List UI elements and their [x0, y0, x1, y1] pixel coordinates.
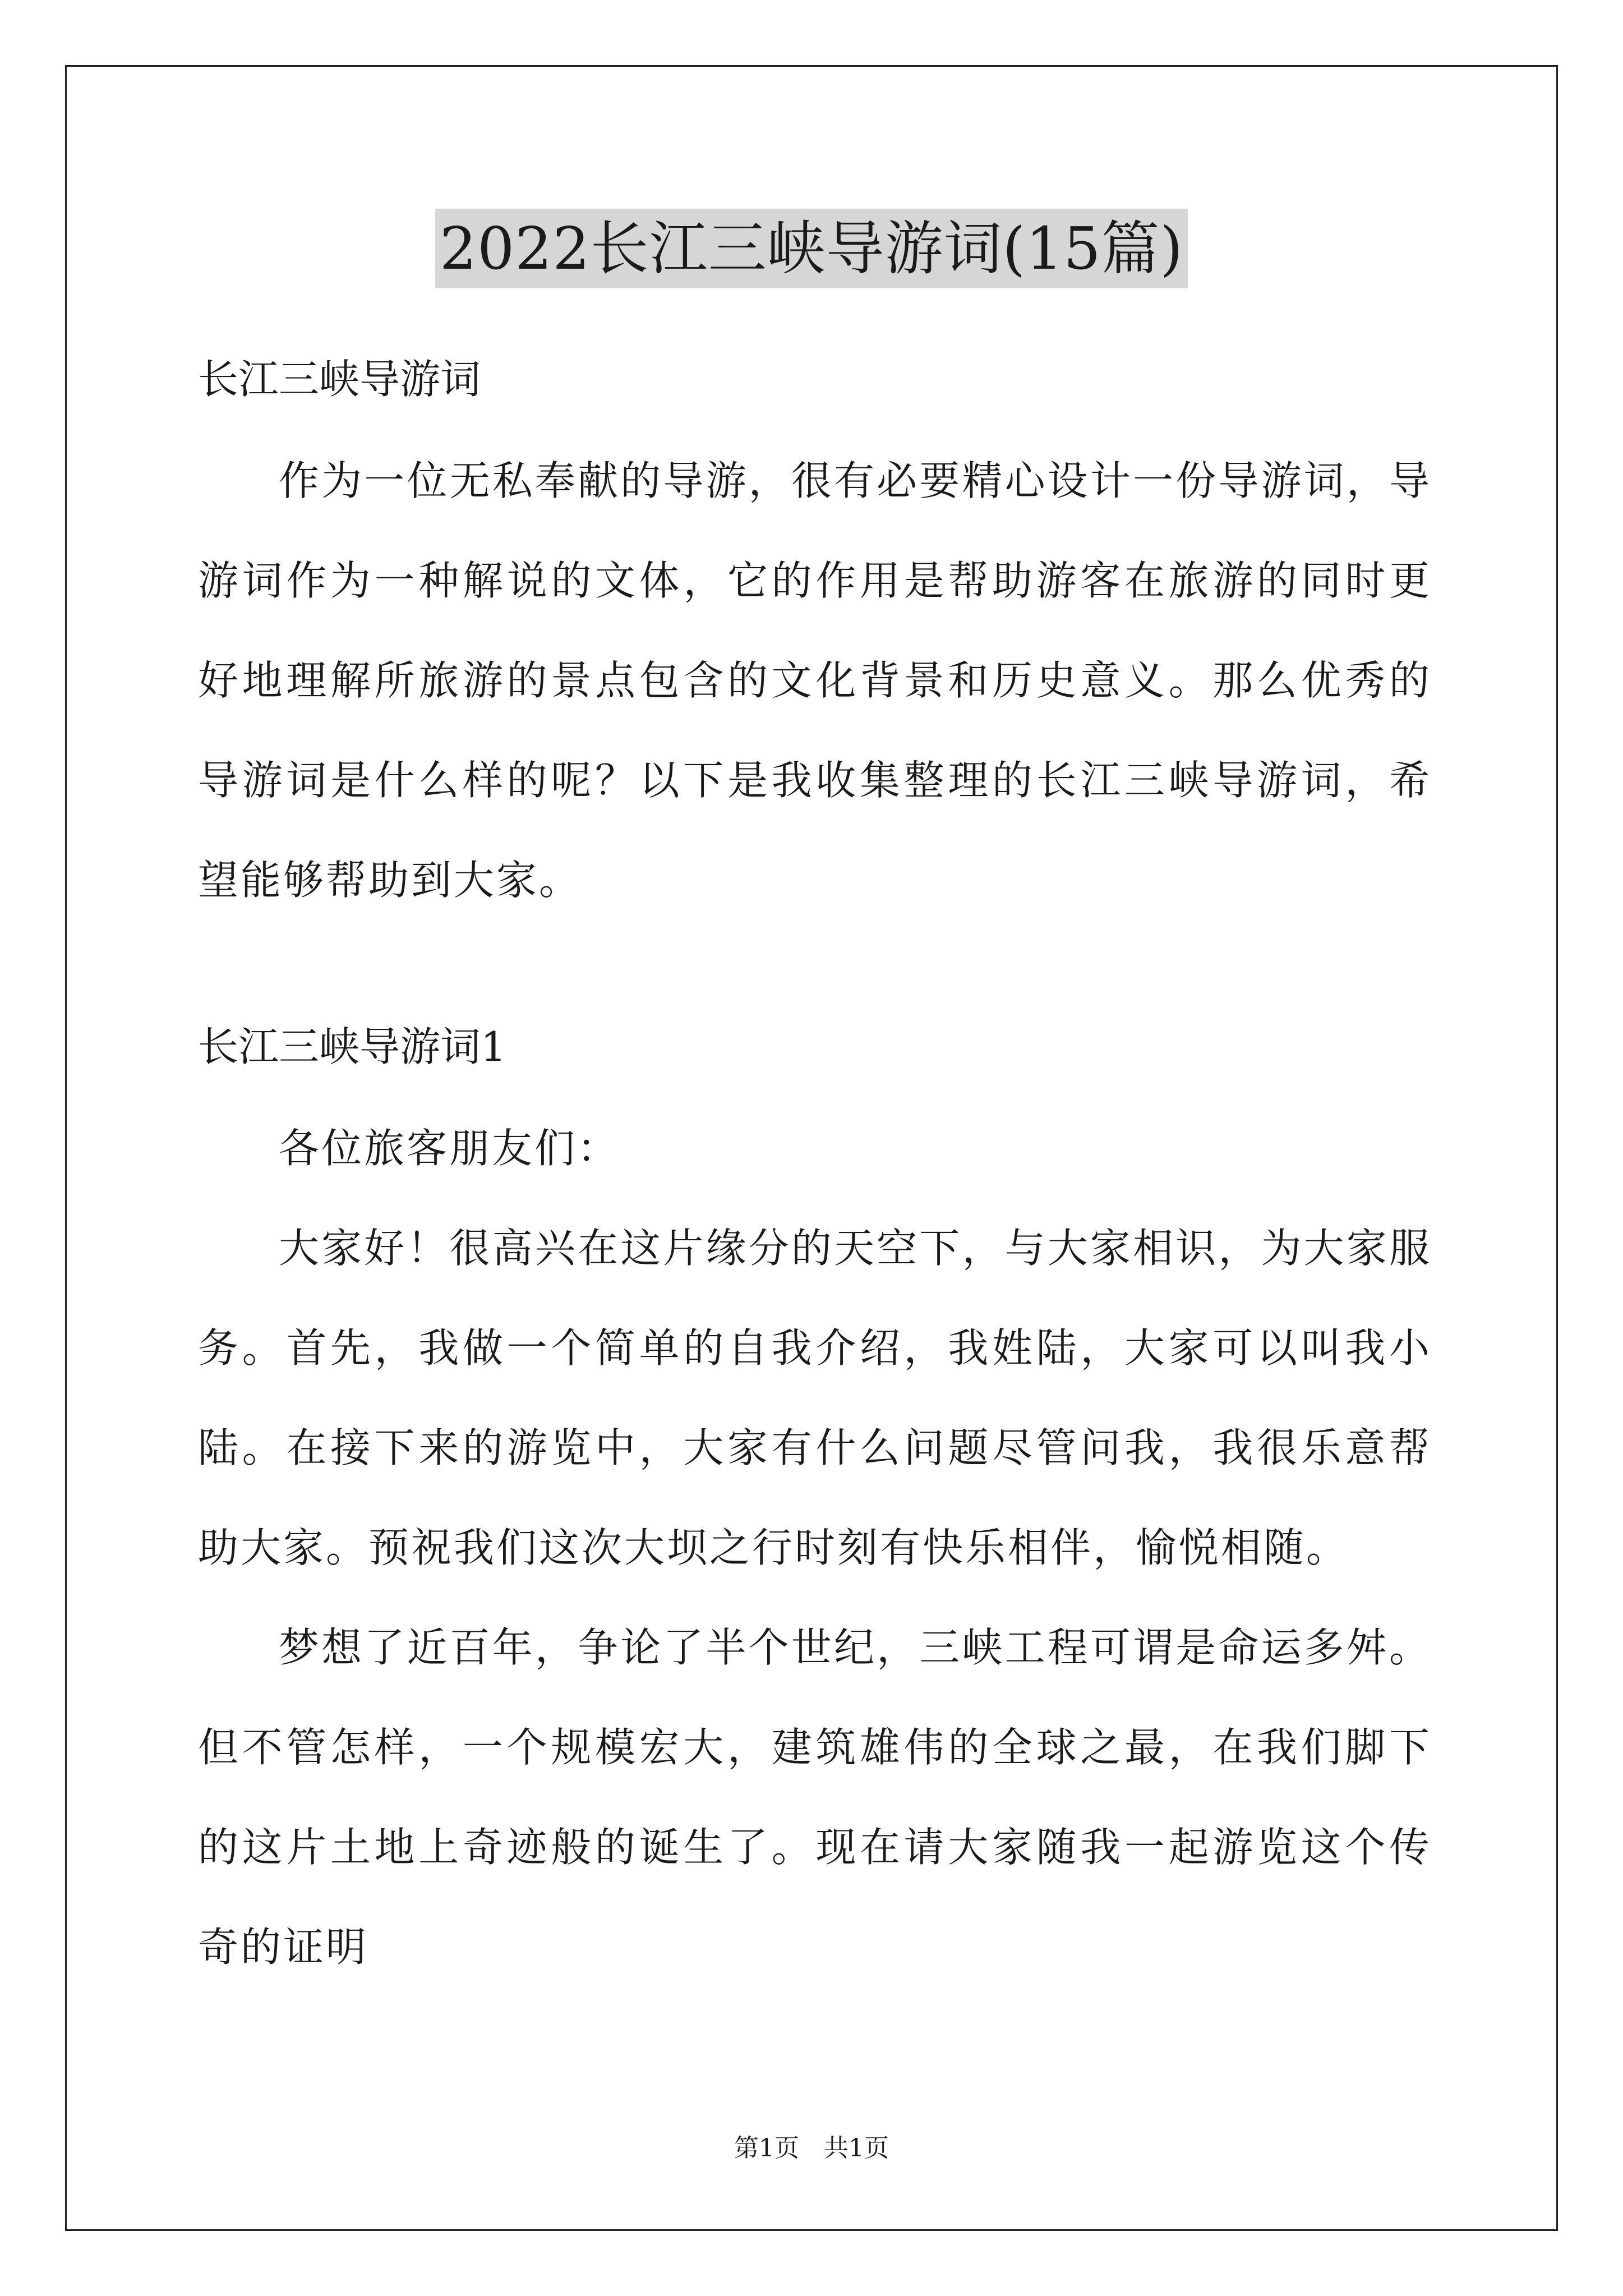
title-container: [0, 209, 1623, 288]
paragraph: 作为一位无私奉献的导游，很有必要精心设计一份导游词，导游词作为一种解说的文体，它的作用是帮助游客在旅游的同时更好地理解所旅游的景点包含的文化背景和历史意义。那么优秀的导游词是什么样的呢？以下是我收集整理的长江三峡导游词，希望能够帮助到大家。: [198, 457, 1432, 904]
section-heading: 长江三峡导游词: [198, 356, 481, 403]
paragraph: 大家好！很高兴在这片缘分的天空下，与大家相识，为大家服务。首先，我做一个简单的自我介绍，我姓陆，大家可以叫我小陆。在接下来的游览中，大家有什么问题尽管问我，我很乐意帮助大家。预祝我们这次大坝之行时刻有快乐相伴，愉悦相随。: [198, 1225, 1432, 1571]
document-body: [198, 341, 1432, 1997]
document-title: 2022长江三峡导游词(15篇): [435, 209, 1188, 288]
section-heading: 长江三峡导游词1: [198, 1023, 506, 1070]
paragraph: 各位旅客朋友们：: [279, 1125, 620, 1172]
page-footer: 第1页 共1页: [734, 2134, 889, 2162]
paragraph: 梦想了近百年，争论了半个世纪，三峡工程可谓是命运多舛。但不管怎样，一个规模宏大，建筑雄伟的全球之最，在我们脚下的这片土地上奇迹般的诞生了。现在请大家随我一起游览这个传奇的证明: [198, 1624, 1432, 1971]
